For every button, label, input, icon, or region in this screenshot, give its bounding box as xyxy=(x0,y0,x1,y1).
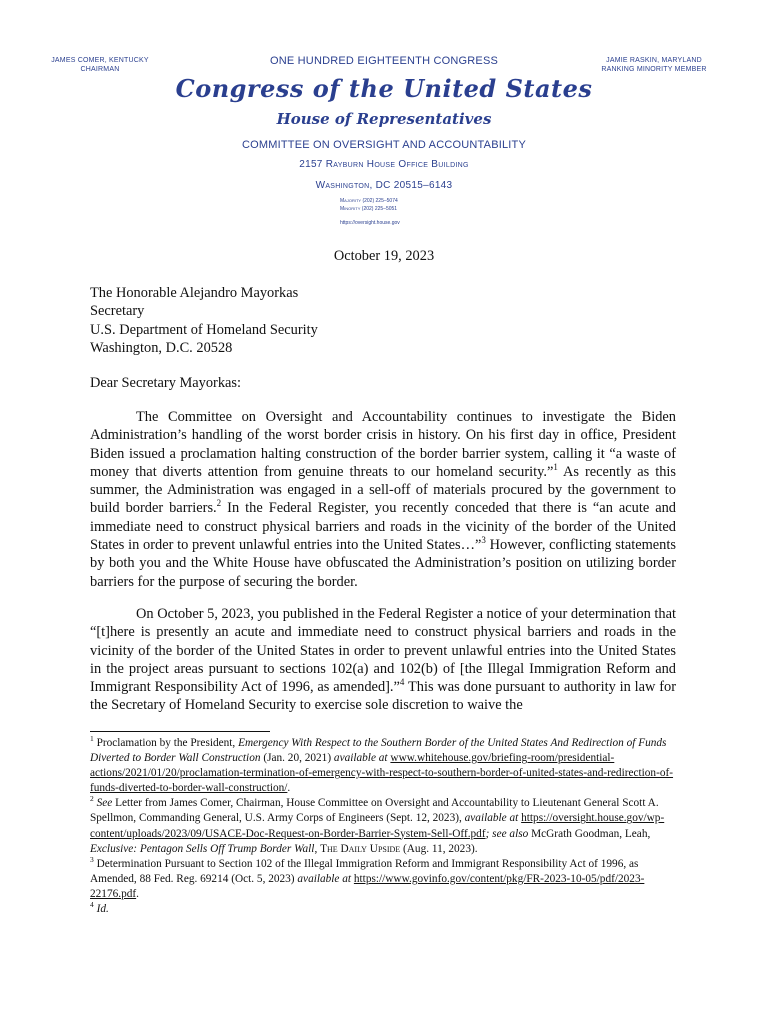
congress-number: ONE HUNDRED EIGHTEENTH CONGRESS xyxy=(269,55,499,67)
paragraph-1 xyxy=(90,408,676,591)
paragraph-2-text-b: This was done pursuant to authority in law for the Secretary of Homeland Security to exercise sole discretion to waive the xyxy=(90,679,676,714)
footnote-2-link[interactable]: https://oversight.house.gov/wp-content/uploads/2023/09/USACE-Doc-Request-on-Border-Barrier-System-Sell-Off.pdf xyxy=(90,812,665,840)
footnote-2-see-also: ; see also xyxy=(485,827,529,840)
majority-phone: Majority (202) 225–5074 xyxy=(340,198,398,204)
footnote-4-number: 4 xyxy=(90,900,94,910)
footnote-1-text: Proclamation by the President, xyxy=(93,737,239,749)
recipient-block xyxy=(90,284,676,357)
footnote-2-title: Exclusive: Pentagon Sells Off Trump Border Wall xyxy=(90,842,315,855)
paragraph-1-text-c: In the Federal Register, you recently conceded that there is “an acute and immediate need to construct physical barriers and roads in the vicinity of the border of the United States in order to prevent unlawful entries into the United States…” xyxy=(90,500,677,554)
footnote-ref-4[interactable]: 4 xyxy=(399,677,405,688)
footnote-1 xyxy=(90,736,678,796)
footnote-2-comma: , xyxy=(314,842,321,855)
chairman-name: JAMES COMER, KENTUCKY xyxy=(51,57,149,64)
footnote-2-see: See xyxy=(96,797,113,810)
congress-title: Congress of the United States xyxy=(175,74,593,103)
house-title: House of Representatives xyxy=(276,110,492,128)
committee-name: COMMITTEE ON OVERSIGHT AND ACCOUNTABILITY xyxy=(241,139,527,151)
footnote-4: $^4$ Id. xyxy=(90,900,109,916)
footnote-ref-1[interactable]: 1 xyxy=(553,462,558,473)
salutation: Dear Secretary Mayorkas: xyxy=(90,375,242,391)
footnote-2-number: 2 xyxy=(90,794,94,804)
footnote-1-end: . xyxy=(287,782,291,795)
footnote-2-publication: The Daily Upside xyxy=(320,842,401,855)
footnote-3 xyxy=(90,854,678,902)
letter-date: October 19, 2023 xyxy=(333,248,435,264)
footnote-1-date: (Jan. 20, 2021) xyxy=(260,752,334,765)
footnote-2-text: Letter from James Comer, Chairman, House Committee on Oversight and Accountability to Lieutenant General Scott A. Spellmon, Commanding General, U.S. Army Corps of Engineers (Sept. 12, 2023), xyxy=(90,797,659,825)
ranking-member-title: RANKING MINORITY MEMBER xyxy=(601,66,707,73)
footnote-3-text: Determination Pursuant to Section 102 of the Illegal Immigration Reform and Immigrant Responsibility Act of 1996, as Amended, 88 Fed. Reg. 69214 (Oct. 5, 2023) xyxy=(90,857,639,885)
minority-phone: Minority (202) 225–5051 xyxy=(340,205,398,212)
website-link[interactable]: https://oversight.house.gov xyxy=(340,220,400,226)
footnote-2-available-at: available at xyxy=(464,812,519,825)
footnote-ref-3[interactable]: 3 xyxy=(481,535,486,546)
footnote-4-text: Id xyxy=(96,903,106,916)
phone-numbers xyxy=(340,198,398,213)
footnote-divider xyxy=(90,731,270,732)
paragraph-1-text-a: The Committee on Oversight and Accountability continues to investigate the Biden Administration’s handling of the worst border crisis in history. On his first day in office, President Biden issued a proclamation halting construction of the border barrier system, calling it “a waste of money that diverts attention from genuine threats to our homeland security.” xyxy=(90,409,676,480)
footnote-1-link[interactable]: www.whitehouse.gov/briefing-room/presidential-actions/2021/01/20/proclamation-termination-of-emergency-with-respect-to-southern-border-of-united-states-and-redirection-of-funds-diverted-to-border-wall-construction/ xyxy=(90,752,674,795)
footnote-2-author: McGrath Goodman, Leah, xyxy=(528,827,651,840)
address-line-2: Washington, DC 20515–6143 xyxy=(315,180,453,191)
chairman-title: CHAIRMAN xyxy=(80,66,120,73)
footnote-3-link[interactable]: https://www.govinfo.gov/content/pkg/FR-2023-10-05/pdf/2023-22176.pdf xyxy=(90,872,645,900)
footnote-3-number: 3 xyxy=(90,854,94,864)
paragraph-1-text-b: As recently as this summer, the Administration was engaged in a sell-off of materials procured by the government to build border barriers. xyxy=(90,463,676,517)
recipient-name: The Honorable Alejandro Mayorkas xyxy=(90,285,299,301)
footnote-3-available-at: available at xyxy=(297,872,352,885)
paragraph-2-text-a: On October 5, 2023, you published in the Federal Register a notice of your determination that “[t]here is presently an acute and immediate need to construct physical barriers and roads in the vicinity of the border of the United States in order to prevent unlawful entries into the United States in the project areas pursuant to sections 102(a) and 102(b) of [the Illegal Immigration Reform and Immigrant Responsibility Act of 1996, as amended].” xyxy=(90,606,676,696)
letterhead xyxy=(0,0,768,240)
recipient-city: Washington, D.C. 20528 xyxy=(90,339,233,356)
footnotes xyxy=(90,736,678,917)
footnote-3-end: . xyxy=(136,887,139,900)
recipient-title: Secretary xyxy=(90,303,145,320)
paragraph-2 xyxy=(90,605,676,715)
paragraph-1-text-d: However, conflicting statements by both you and the White House have obfuscated the Administration’s position on utilizing border barriers for the purpose of securing the border. xyxy=(90,537,676,590)
footnote-1-number: 1 xyxy=(90,734,94,744)
footnote-1-available-at: available at xyxy=(333,752,388,765)
recipient-organization: U.S. Department of Homeland Security xyxy=(90,321,318,338)
address-line-1: 2157 Rayburn House Office Building xyxy=(299,159,469,170)
footnote-1-title: Emergency With Respect to the Southern Border of the United States And Redirection of Funds Diverted to Border Wall Construction xyxy=(90,737,667,765)
ranking-member-name: JAMIE RASKIN, MARYLAND xyxy=(606,57,702,64)
footnote-2-date: (Aug. 11, 2023). xyxy=(400,842,478,855)
footnote-ref-2[interactable]: 2 xyxy=(216,498,222,509)
footnote-2 xyxy=(90,796,678,856)
